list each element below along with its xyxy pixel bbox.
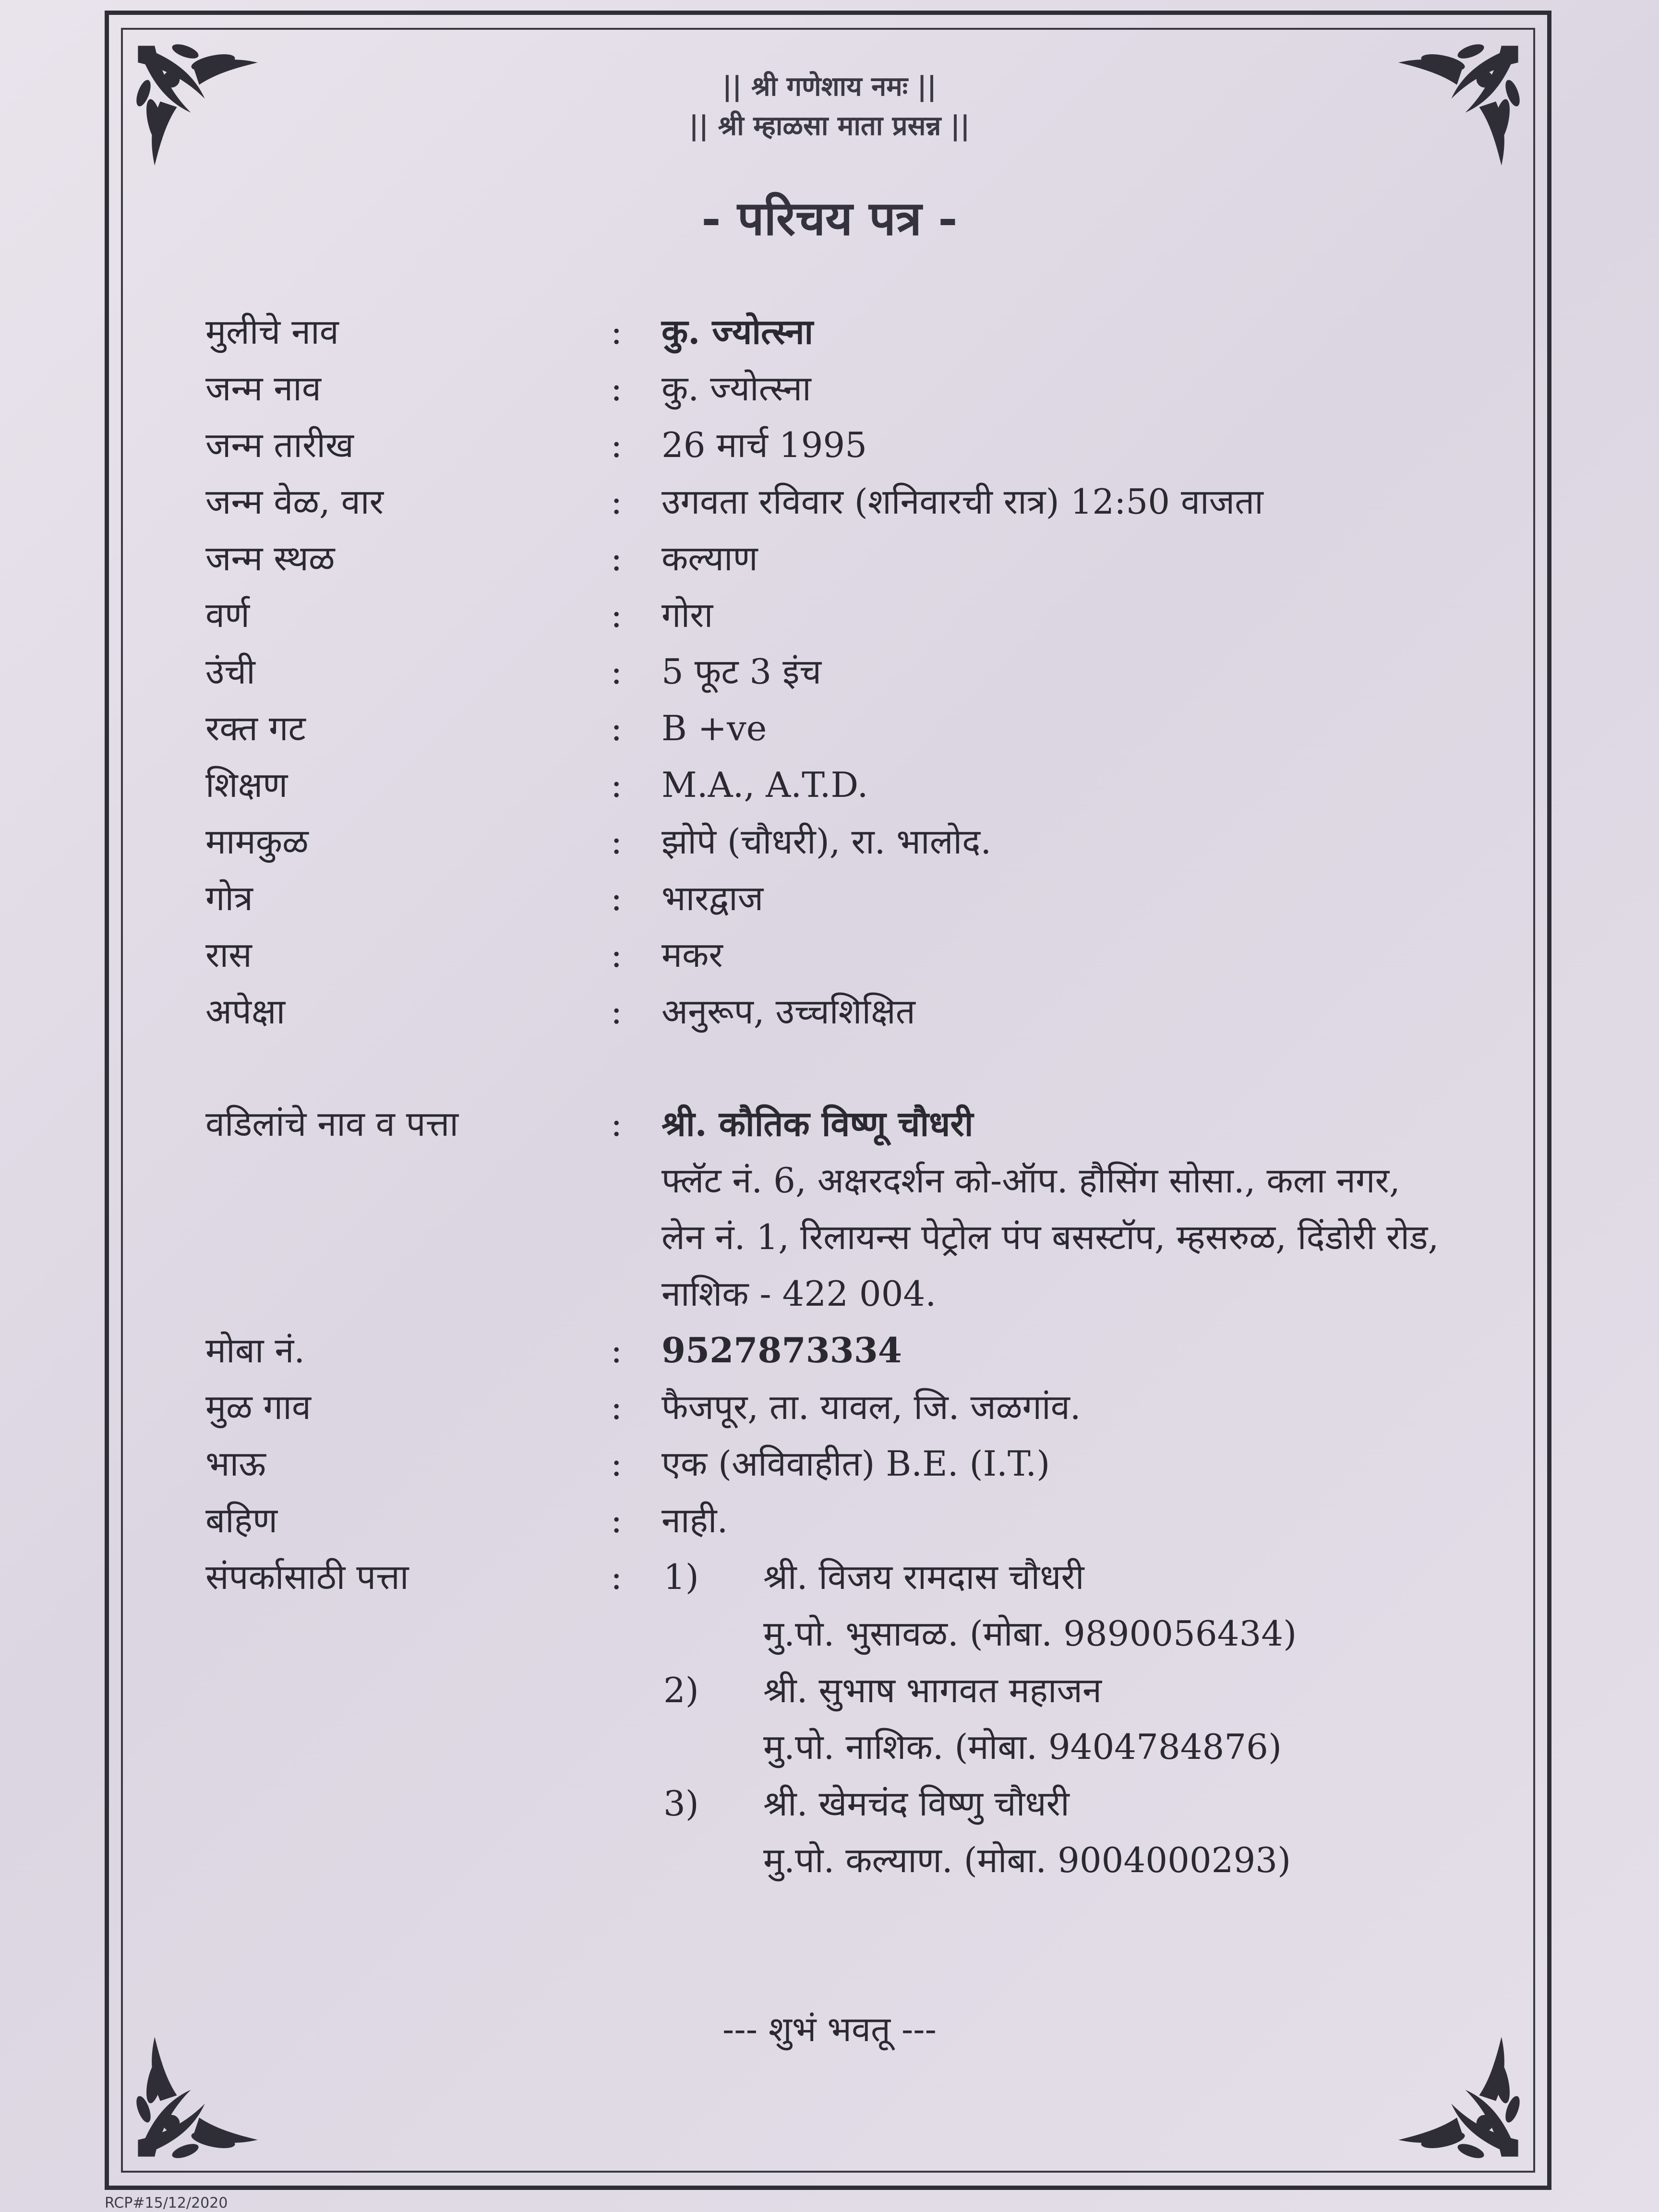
- field-row-birth-name: [0, 362, 1659, 415]
- field-value: M.A., A.T.D.: [661, 765, 868, 805]
- field-colon: :: [611, 1330, 623, 1370]
- field-value: B +ve: [661, 708, 767, 748]
- field-colon: :: [611, 935, 623, 975]
- field-row-maternal-family: [0, 815, 1659, 868]
- contact-number: 2): [663, 1670, 699, 1710]
- contact-place-row: [0, 1720, 1659, 1773]
- field-label: बहिण: [205, 1500, 278, 1540]
- contact-place-row: [0, 1607, 1659, 1660]
- field-label: मामकुळ: [205, 821, 309, 862]
- address-line: [0, 1211, 1659, 1263]
- contact-place-row: [0, 1834, 1659, 1887]
- field-label: जन्म स्थळ: [205, 538, 335, 578]
- field-value: भारद्वाज: [661, 878, 764, 918]
- field-value: कु. ज्योत्स्ना: [661, 368, 811, 409]
- field-row-native-place: [0, 1381, 1659, 1433]
- field-colon: :: [611, 708, 623, 748]
- field-value: उगवता रविवार (शनिवारची रात्र) 12:50 वाजता: [661, 481, 1263, 522]
- field-label: वडिलांचे नाव व पत्ता: [205, 1104, 459, 1144]
- field-colon: :: [611, 595, 623, 635]
- field-label: मुळ गाव: [205, 1387, 311, 1427]
- field-colon: :: [611, 368, 623, 409]
- field-label: जन्म तारीख: [205, 425, 354, 465]
- field-value: नाही.: [661, 1500, 728, 1540]
- field-colon: :: [611, 481, 623, 522]
- address-line-text: लेन नं. 1, रिलायन्स पेट्रोल पंप बसस्टॉप, म्हसरुळ, दिंडोरी रोड,: [661, 1217, 1439, 1257]
- field-value: फैजपूर, ता. यावल, जि. जळगांव.: [661, 1387, 1081, 1427]
- field-row-sister: [0, 1494, 1659, 1547]
- field-label: संपर्कासाठी पत्ता: [205, 1557, 409, 1597]
- field-value: अनुरूप, उच्चशिक्षित: [661, 991, 915, 1032]
- address-line: [0, 1267, 1659, 1320]
- contact-place: मु.पो. कल्याण. (मोबा. 9004000293): [763, 1840, 1291, 1880]
- field-row-father: [0, 1097, 1659, 1150]
- field-label: गोत्र: [205, 878, 253, 918]
- field-row-height: [0, 645, 1659, 698]
- field-row-complexion: [0, 589, 1659, 641]
- field-colon: :: [611, 765, 623, 805]
- field-row-education: [0, 758, 1659, 811]
- page-title: - परिचय पत्र -: [701, 191, 958, 246]
- field-label: अपेक्षा: [205, 991, 286, 1032]
- invocation-ganesh: || श्री गणेशाय नमः ||: [722, 71, 937, 102]
- field-label: रक्त गट: [205, 708, 306, 748]
- field-row-brother: [0, 1437, 1659, 1490]
- contact-name: श्री. खेमचंद विष्णु चौधरी: [763, 1783, 1070, 1824]
- address-line-text: फ्लॅट नं. 6, अक्षरदर्शन को-ऑप. हौसिंग सोसा., कला नगर,: [661, 1160, 1400, 1201]
- field-value: गोरा: [661, 595, 713, 635]
- field-colon: :: [611, 1443, 623, 1484]
- address-line-text: नाशिक - 422 004.: [661, 1274, 937, 1314]
- field-label: मोबा नं.: [205, 1330, 305, 1370]
- field-value: कल्याण: [661, 538, 758, 578]
- field-colon: :: [611, 1557, 623, 1597]
- field-colon: :: [611, 425, 623, 465]
- field-colon: :: [611, 991, 623, 1032]
- field-label: वर्ण: [205, 595, 250, 635]
- contact-name: श्री. विजय रामदास चौधरी: [763, 1557, 1084, 1597]
- contact-place: मु.पो. भुसावळ. (मोबा. 9890056434): [763, 1613, 1297, 1654]
- field-label: जन्म नाव: [205, 368, 321, 409]
- field-colon: :: [611, 312, 623, 352]
- contact-row: [0, 1664, 1659, 1717]
- field-row-birth-place: [0, 532, 1659, 585]
- field-value: मकर: [661, 935, 723, 975]
- contact-number: 3): [663, 1783, 699, 1824]
- contact-name: श्री. सुभाष भागवत महाजन: [763, 1670, 1102, 1710]
- mobile-number: 9527873334: [661, 1330, 902, 1370]
- field-row-expectation: [0, 985, 1659, 1038]
- field-colon: :: [611, 1387, 623, 1427]
- field-value: कु. ज्योत्स्ना: [661, 311, 814, 352]
- field-row-birth-date: [0, 419, 1659, 471]
- field-row-birth-time: [0, 475, 1659, 528]
- field-row-mobile: [0, 1324, 1659, 1377]
- contact-row: [0, 1777, 1659, 1830]
- field-label: शिक्षण: [205, 765, 288, 805]
- field-row-rashi: [0, 928, 1659, 981]
- field-label: रास: [205, 935, 252, 975]
- field-colon: :: [611, 878, 623, 918]
- field-colon: :: [611, 1104, 623, 1144]
- field-label: उंची: [205, 651, 255, 692]
- field-value: झोपे (चौधरी), रा. भालोद.: [661, 821, 992, 862]
- contact-place: मु.पो. नाशिक. (मोबा. 9404784876): [763, 1727, 1282, 1767]
- field-label: भाऊ: [205, 1443, 266, 1484]
- field-row-blood-group: [0, 702, 1659, 755]
- field-colon: :: [611, 1500, 623, 1540]
- field-colon: :: [611, 651, 623, 692]
- field-label: जन्म वेळ, वार: [205, 481, 384, 522]
- field-row-gotra: [0, 872, 1659, 925]
- field-value: 26 मार्च 1995: [661, 425, 867, 465]
- field-colon: :: [611, 538, 623, 578]
- closing-blessing: --- शुभं भवतू ---: [722, 2009, 937, 2049]
- field-value: 5 फूट 3 इंच: [661, 651, 822, 692]
- father-name: श्री. कौतिक विष्णू चौधरी: [661, 1103, 974, 1144]
- field-row-contacts: [0, 1551, 1659, 1603]
- print-reference: RCP#15/12/2020: [105, 2195, 228, 2212]
- field-row-girl-name: [0, 305, 1659, 358]
- field-label: मुलीचे नाव: [205, 312, 339, 352]
- field-value: एक (अविवाहीत) B.E. (I.T.): [661, 1443, 1050, 1484]
- contact-number: 1): [663, 1557, 699, 1597]
- field-colon: :: [611, 821, 623, 862]
- invocation-mhalsa: || श्री म्हाळसा माता प्रसन्न ||: [689, 110, 970, 142]
- address-line: [0, 1154, 1659, 1207]
